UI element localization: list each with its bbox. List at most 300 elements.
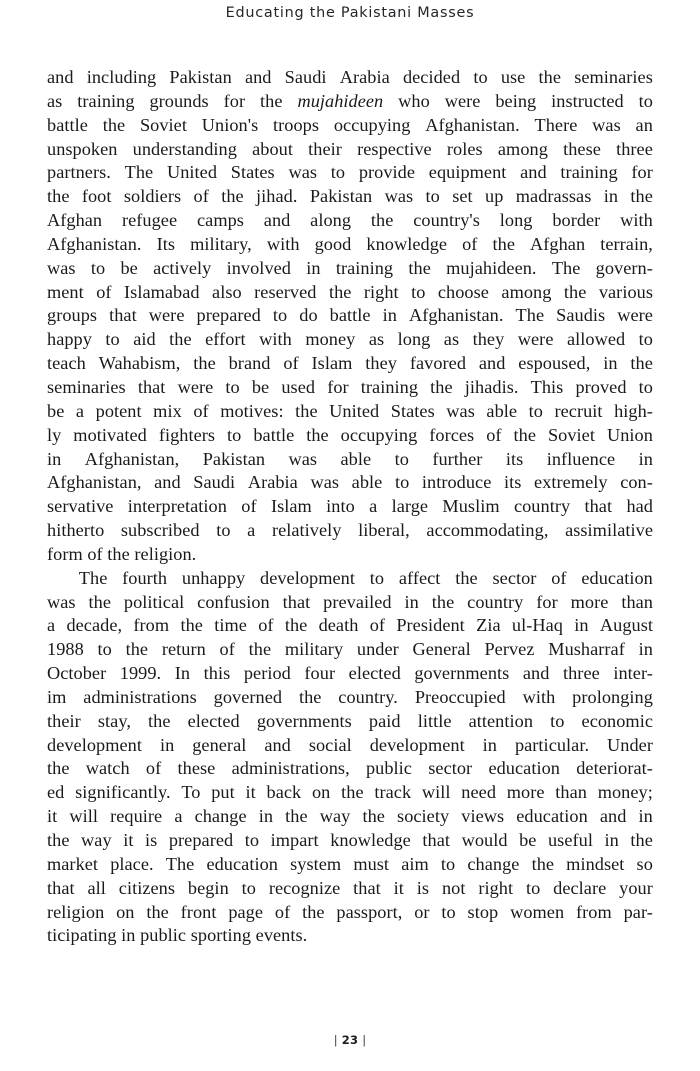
word: happy [47,329,92,350]
word: and [263,210,291,231]
word: in [404,591,419,612]
word: social [308,734,352,755]
word: a [174,806,183,827]
word: con- [620,472,653,493]
word: partners. [47,162,111,183]
word: more [506,782,545,803]
word: was [310,472,340,493]
word: roles [446,138,483,159]
word: little [417,710,452,731]
word: servative [47,496,114,517]
word: with [266,233,300,254]
word: battle [253,424,295,445]
word: for [631,162,653,183]
word: mujahideen. [446,257,537,278]
text-line [47,471,653,495]
word: liberal, [358,520,410,541]
word: espoused, [518,353,591,374]
word: fighters [158,424,216,445]
word: these [177,758,216,779]
word: Saudi [193,472,236,493]
word: inter- [613,663,653,684]
word: the [221,186,244,207]
word: to [394,448,409,469]
word: and [244,67,272,87]
word: respective [357,138,432,159]
word: mix [153,400,182,421]
word: There [534,114,578,135]
word: camps [196,210,244,231]
word: border [552,210,601,231]
word: useful [547,830,593,850]
word: development [47,734,142,755]
word: society [397,806,450,827]
word: recognize [268,877,341,898]
word: in [638,806,653,827]
word: terrain, [600,233,653,254]
word: put [211,782,235,803]
word: The [78,567,108,588]
word: assimilative [565,520,653,541]
word: in [604,830,619,850]
word: used [281,376,316,397]
text-line [47,281,653,305]
folio-left-rule: | [333,1033,338,1047]
word: to [394,472,410,493]
word: education [581,567,653,588]
word: Pakistan [309,186,373,207]
word: Musharraf [548,639,625,660]
word: To [181,782,201,803]
word: was [384,186,414,207]
word: money; [597,782,653,803]
text-line [47,567,653,591]
word: potent [95,400,142,421]
word: Soviet [547,424,595,445]
word: in [47,448,62,469]
word: August [599,615,653,636]
word: the [630,830,653,850]
word: to [241,877,256,898]
word: your [619,877,653,898]
word: Afghanistan, [47,472,142,493]
word: the [125,639,149,660]
word: for [327,376,349,397]
text-line [47,161,653,185]
word: Pakistan [169,67,232,87]
word: political [123,591,185,612]
word: would [461,830,508,850]
word: motives: [220,400,284,421]
word: in [603,353,618,374]
word: brand [228,353,271,374]
text-line: ticipating in public sporting events. [47,925,308,946]
word: Afghanistan, [84,448,180,469]
word: of [258,615,274,636]
word: occupying [333,114,411,135]
word: system [290,853,342,874]
word: governments [256,710,352,731]
word: unspoken [47,138,118,159]
word: in [159,734,175,755]
word: grounds [149,90,209,111]
word: also [212,281,242,302]
word: States [390,400,435,421]
word: that [353,877,381,898]
word: Wahabism, [98,353,181,374]
word: were [177,376,214,397]
word: Afghanistan. [47,233,142,254]
word: country. [338,686,398,707]
word: of [369,615,386,636]
word: subscribed [120,520,200,541]
word: and [478,353,506,374]
word: all [87,877,106,898]
text-line [47,495,653,519]
word: reserved [254,281,317,302]
word: to [411,281,426,302]
word: Union [606,424,653,445]
word: to [441,901,456,922]
word: three [616,138,653,159]
word: The [551,257,581,278]
word: large [391,496,429,517]
word: women [510,901,565,922]
word: of [219,639,235,660]
word: aid [133,329,156,350]
word: training [335,257,394,278]
word: stay, [97,710,131,731]
word: for [223,90,246,111]
word: was [47,257,76,278]
word: do [299,305,318,326]
word: ment [47,281,84,302]
word: the [341,782,364,803]
word: views [461,806,505,827]
word: market [47,853,99,874]
word: Pakistan [202,448,266,469]
word: the [260,90,283,111]
word: the [47,758,70,779]
word: able [486,400,518,421]
paragraph [47,567,653,949]
word: the [513,424,536,445]
word: further [432,448,483,469]
word: the [298,686,322,707]
text-line [47,805,653,829]
word: among [501,281,552,302]
word: change [194,806,247,827]
word: confusion [197,591,270,612]
word: forces [429,424,475,445]
text-line [47,734,653,758]
word: instructed [551,90,624,111]
word: the [408,257,431,278]
word: the [455,567,478,588]
word: set [452,186,473,207]
word: were [617,305,653,326]
word [297,90,383,114]
word: of [551,567,567,588]
word: these [563,138,601,159]
word: This [530,376,564,397]
word: prepared [168,830,234,850]
word: education [516,806,588,827]
word: the [630,186,653,207]
word: that [47,877,75,898]
text-line [47,424,653,448]
word: in [638,639,653,660]
word: death [318,615,359,636]
word: the [285,806,308,827]
word: with [620,210,653,231]
word: and [47,67,74,87]
word: citizens [118,877,176,898]
word: must [353,853,390,874]
word: with [522,686,556,707]
word: more [570,591,609,612]
word: deteriorat- [576,758,653,779]
word: choose [437,281,489,302]
folio-right-rule: | [362,1033,367,1047]
word: ed [47,782,65,803]
word: Soviet [139,114,187,135]
word: knowledge [330,830,411,850]
word: a [47,615,56,636]
text-line [47,209,653,233]
word: be [251,376,270,397]
text-line [47,90,653,114]
word: way [319,806,351,827]
word: governments [414,663,510,684]
word: the [295,400,318,421]
word: General [412,639,471,660]
word: allowed [566,329,626,350]
word: sector [492,567,537,588]
word: under [356,639,399,660]
word: to [90,257,106,278]
word: in [382,305,397,326]
word: the [630,353,653,374]
word: the [492,233,515,254]
word: period [243,663,291,684]
word: the [531,853,555,874]
word: to [227,424,242,445]
word: influence [546,448,616,469]
word: Preoccupied [414,686,506,707]
text-line [47,757,653,781]
word: the [430,376,453,397]
word: introduce [421,472,492,493]
word: that [584,496,613,517]
word: involved [226,257,291,278]
running-head: Educating the Pakistani Masses [225,5,475,21]
word: the [148,710,171,731]
word: or [414,901,430,922]
word: back [266,782,302,803]
word: of [193,400,209,421]
word: the [169,329,192,350]
word: right [478,877,514,898]
word: country [513,496,571,517]
word: particular. [514,734,590,755]
word: to [425,186,440,207]
word: Afghan [47,210,103,231]
word: Islamabad [124,281,200,302]
word: and [154,472,181,493]
word: the [563,281,587,302]
word: it [47,806,58,827]
word: the [146,901,169,922]
word: return [161,639,206,660]
text-line [47,591,653,615]
word: economic [581,710,653,731]
word: of [241,496,257,517]
word: and [264,734,291,755]
word: development [260,567,355,588]
word: was [47,591,76,612]
word: training [360,376,419,397]
text-line [47,328,653,352]
word: the [88,591,111,612]
word: education [488,758,560,779]
word: money [305,329,356,350]
word: and [522,663,550,684]
word: Zia [476,615,501,636]
word: of [486,424,502,445]
word: time [214,615,247,636]
text-line [47,400,653,424]
word: The [515,305,545,326]
text-line [47,901,653,925]
word: ul-Haq [511,615,563,636]
word: foot [81,186,112,207]
word: not [441,877,466,898]
word: to [550,710,565,731]
word: it [393,877,404,898]
word: seminaries [574,67,653,87]
word: in [258,806,274,827]
page-number: 23 [341,1033,359,1047]
word: and [599,806,627,827]
word: four [304,663,336,684]
word: elected [348,663,401,684]
word: of [145,758,162,779]
word: Afghanistan. [408,305,504,326]
text-line: form of the religion. [47,543,197,564]
word: battle [329,305,371,326]
word: govern- [595,257,653,278]
word: as [368,329,385,350]
word: of [462,233,478,254]
word: page [228,901,264,922]
word: United [166,162,218,183]
word: Union's [201,114,259,135]
word: the [431,591,455,612]
word: so [636,853,653,874]
word: administrations, [231,758,350,779]
word: mindset [566,853,625,874]
word: on [116,901,135,922]
word: recruit [554,400,603,421]
word: is [416,877,430,898]
text-line [47,877,653,901]
text-line [47,138,653,162]
word: from [133,615,170,636]
word: The [124,162,154,183]
word: who [398,90,430,111]
word: is [145,830,158,850]
italic-term: mujahideen [297,90,384,111]
word: seminaries [47,376,126,397]
text-line [47,853,653,877]
word: from [576,901,612,922]
word: extremely [534,472,608,493]
word: interpretation [127,496,227,517]
word: training [560,162,618,183]
word: they [365,353,397,374]
word: to [473,67,488,87]
word: in [306,257,321,278]
word: affect [398,567,441,588]
word: to [638,329,653,350]
word: effort [205,329,246,350]
word: up [485,186,504,207]
word: prevailed [323,591,392,612]
word: able [340,448,372,469]
word: groups [47,305,98,326]
word: passport, [336,901,403,922]
word: way [81,830,112,850]
text-line [47,448,653,472]
word: the [193,353,216,374]
word: jihadis. [464,376,519,397]
word: a [247,520,256,541]
word: Saudi [284,67,327,87]
word: its [505,448,524,469]
word: public [365,758,412,779]
word: actively [153,257,212,278]
word: their [308,138,342,159]
word: teach [47,353,86,374]
text-line [47,185,653,209]
word: a [369,496,378,517]
word: of [193,186,209,207]
word: prepared [196,305,261,326]
word: as [47,90,63,111]
word: unhappy [181,567,246,588]
word: Arabia [339,67,390,87]
word: the [284,615,308,636]
word: to [330,162,346,183]
word: change [467,853,520,874]
text-line [47,257,653,281]
page-folio [0,1033,700,1047]
word: general [192,734,247,755]
text-line [47,66,653,90]
word: its [503,472,522,493]
text-line [47,662,653,686]
word: In [174,663,191,684]
word: religion [47,901,105,922]
word: to [244,830,260,850]
word: that [137,376,166,397]
text-line [47,304,653,328]
word: to [216,520,231,541]
word: as [443,329,460,350]
text-line [47,352,653,376]
word: was [288,162,318,183]
